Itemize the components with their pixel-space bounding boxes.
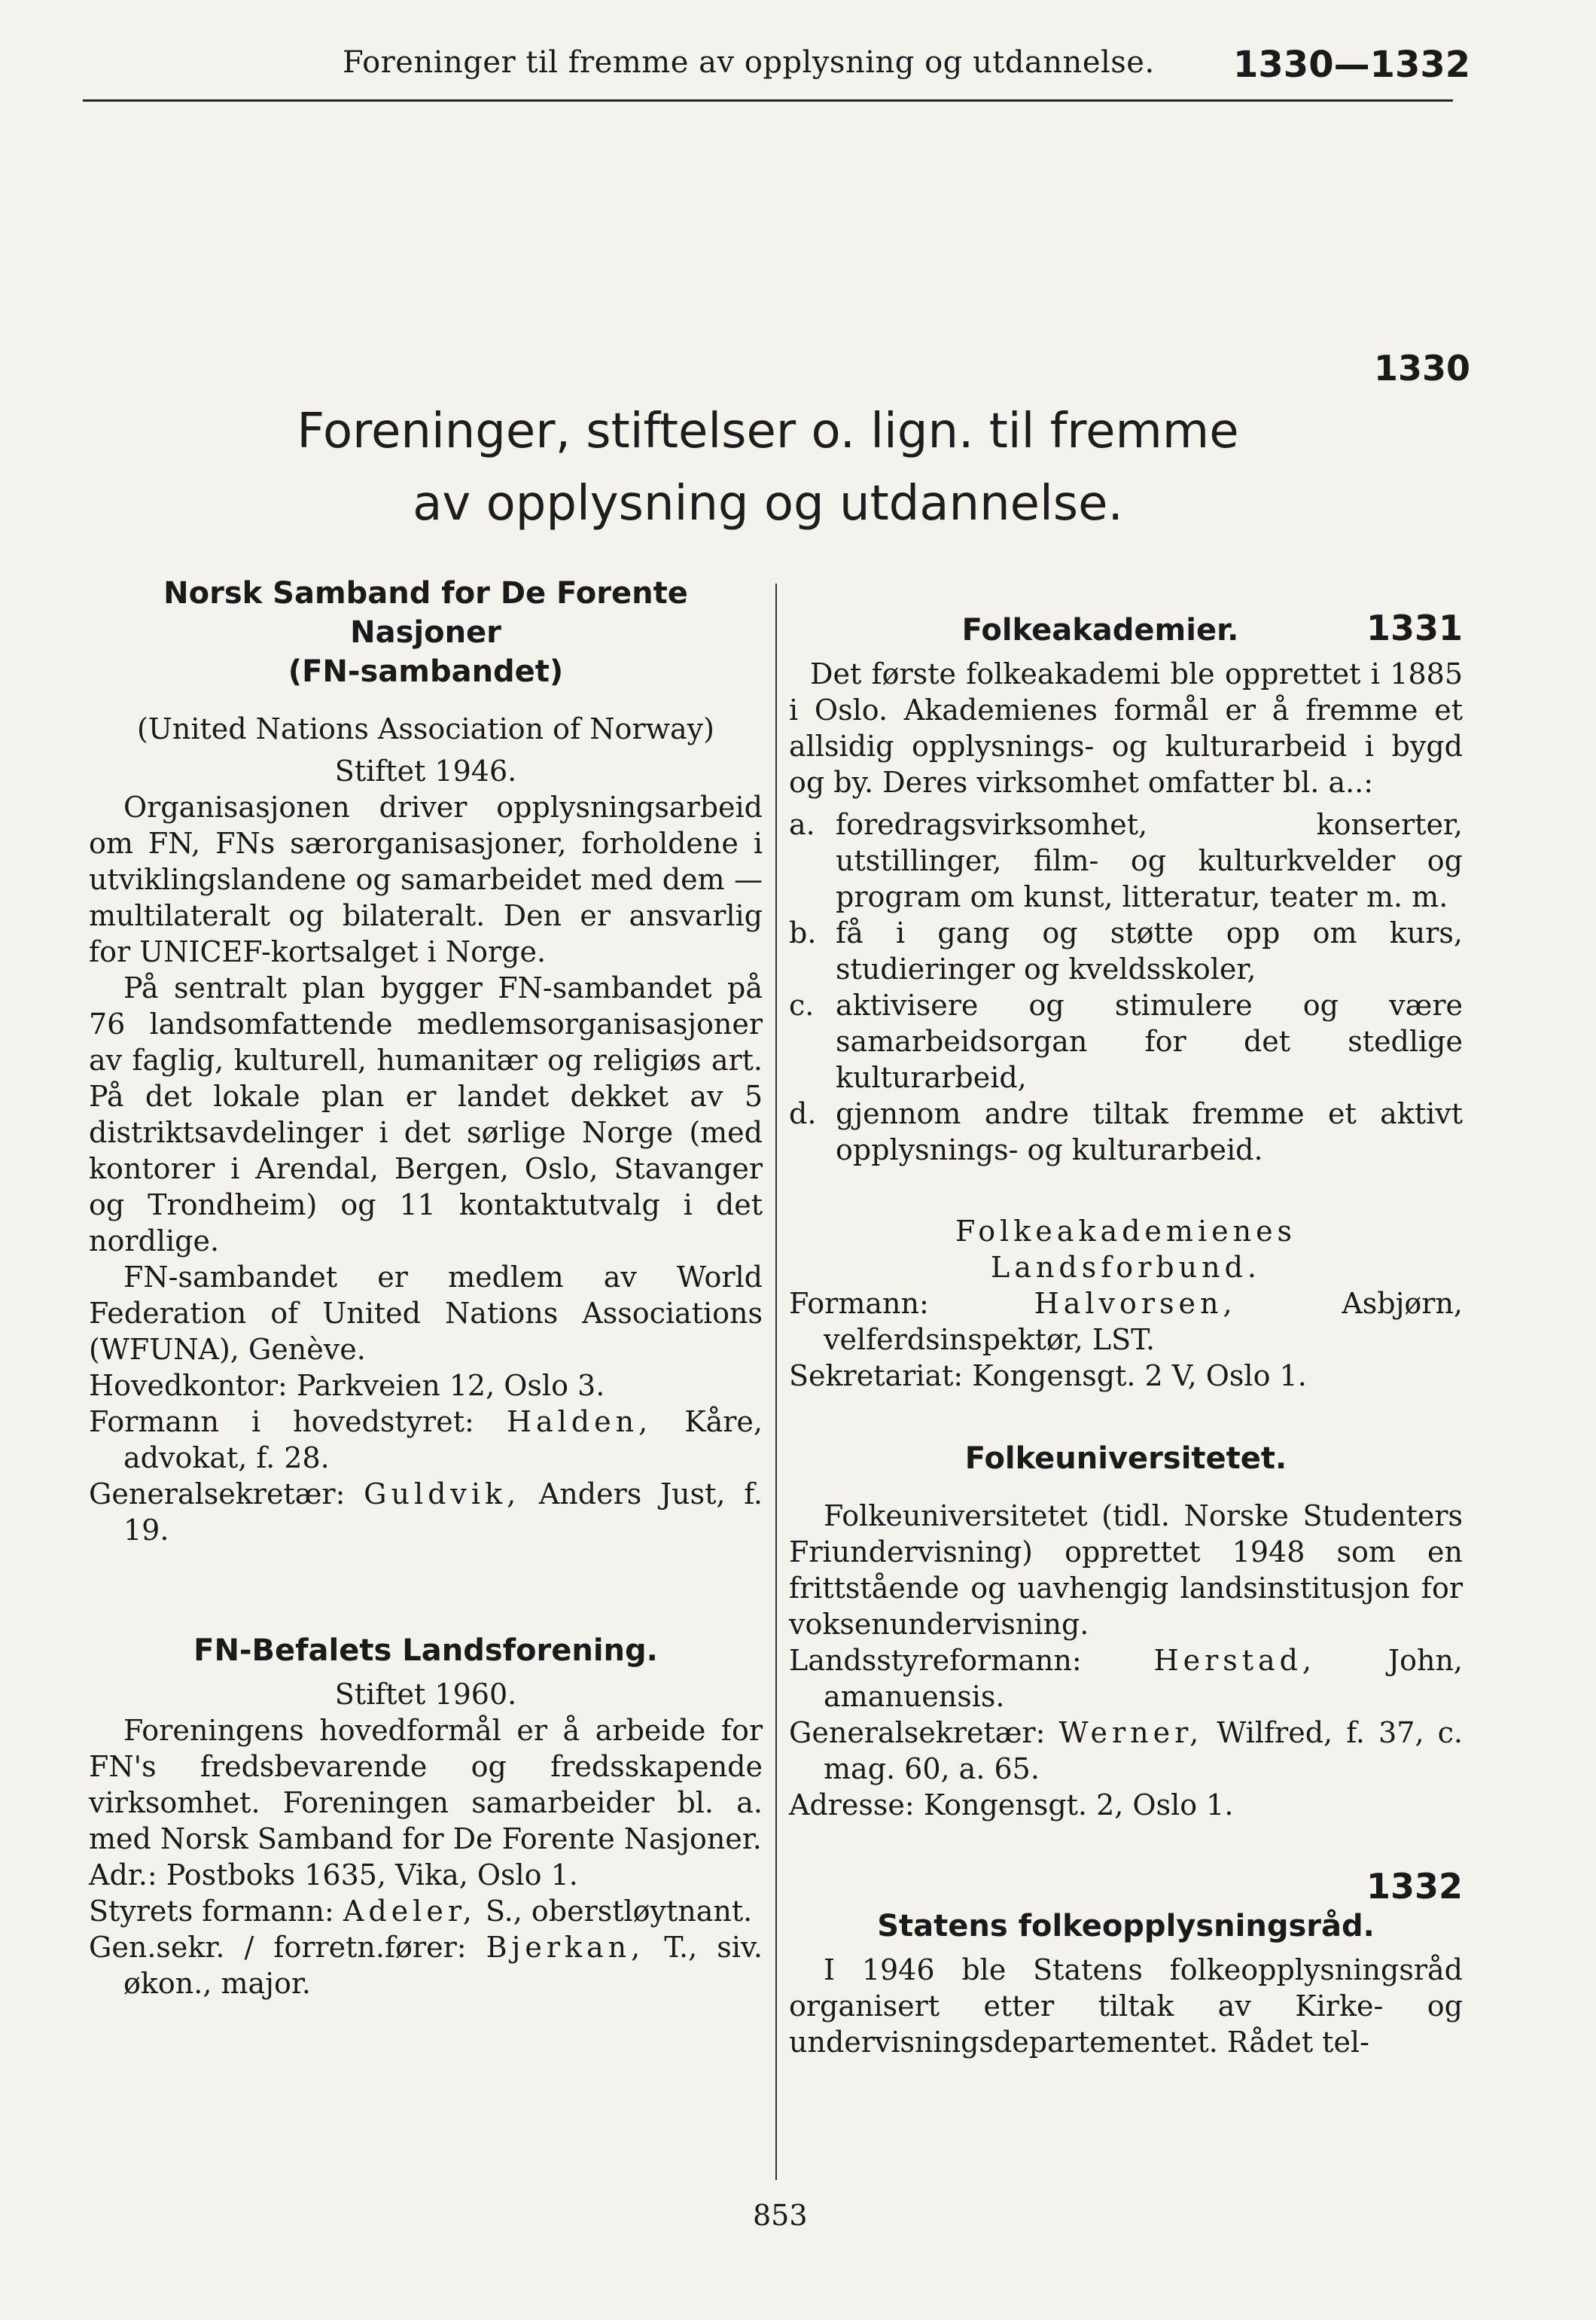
list-item [789,1096,1463,1168]
sg-label: Generalsekretær: [89,1477,346,1511]
org-subheading-fn-sambandet: (FN-sambandet) [288,654,564,689]
secretary-general-entry [789,1715,1463,1787]
address-entry [789,1787,1463,1823]
chair-name: Halvorsen, [1034,1287,1237,1320]
secretariat-entry [789,1358,1463,1394]
section-number-row [789,1868,1463,1907]
org-founded: Stiftet 1960. [334,1678,517,1711]
section-intro: Det første folkeakademi ble opprettet i 1885 i Oslo. Akademienes formål er å fremme et allsidig opplysnings- og kulturarbeid i bygd og by. Deres virksomhet omfatter bl. a..: [789,657,1463,799]
secretary-details: T., siv. økon., major. [123,1931,763,2000]
section-1331-heading-row [789,610,1463,650]
chair-entry [89,1893,763,1929]
secretary-name: Bjerkan, [486,1931,645,1964]
forbund-heading: Folkeakademienes Landsforbund. [955,1215,1297,1284]
chair-name: Herstad, [1153,1644,1317,1677]
column-divider [775,584,777,2180]
list-item [789,806,1463,915]
sg-details: Anders Just, f. 19. [123,1477,763,1547]
list-item [789,915,1463,987]
office-value: Parkveien 12, Oslo 3. [296,1369,605,1402]
sg-name: Guldvik, [364,1477,521,1511]
list-item-text: få i gang og støtte opp om kurs, studieringer og kveldsskoler, [836,916,1463,986]
list-item-label: b. [789,916,817,950]
running-head-title: Foreninger til fremme av opplysning og utdannelse. [343,45,1155,80]
section-paragraph: Folkeuniversitetet (tidl. Norske Studenters Friundervisning) opprettet 1948 som en frittstående og uavhengig landsinstitusjon for voksenundervisning. [789,1499,1463,1641]
office-label: Hovedkontor: [89,1369,288,1402]
org-heading-fn-sambandet: Norsk Samband for De Forente Nasjoner [163,576,688,650]
chair-details: S., oberstløytnant. [485,1895,753,1928]
list-item-label: c. [789,989,815,1022]
list-item-label: a. [789,808,815,841]
page-title-line-2: av opplysning og utdannelse. [413,476,1123,532]
list-item-text: aktivisere og stimulere og være samarbeidsorgan for det stedlige kulturarbeid, [836,989,1463,1094]
secretariat-value: Kongensgt. 2 V, Oslo 1. [972,1359,1307,1392]
list-item-label: d. [789,1097,817,1130]
chair-label: Landsstyreformann: [789,1644,1082,1677]
secretary-general-entry [89,1476,763,1548]
sg-details: Wilfred, f. 37, c. mag. 60, a. 65. [824,1716,1463,1785]
chair-label: Styrets formann: [89,1895,334,1928]
chair-details: Kåre, advokat, f. 28. [123,1405,763,1474]
chair-entry [789,1285,1463,1358]
list-item [789,987,1463,1096]
address-value: Postboks 1635, Vika, Oslo 1. [166,1858,578,1892]
chair-entry [89,1404,763,1476]
secretary-label: Gen.sekr. / forretn.fører: [89,1931,467,1964]
address-label: Adresse: [789,1788,915,1822]
secretary-entry [89,1929,763,2001]
right-column [789,610,1463,2060]
list-item-text: gjennom andre tiltak fremme et aktivt opplysnings- og kulturarbeid. [836,1097,1463,1166]
chair-label: Formann: [789,1287,929,1320]
section-number-1331: 1331 [1366,608,1463,648]
chair-details: Asbjørn, velferdsinspektør, LST. [824,1287,1463,1356]
org-founded: Stiftet 1946. [334,755,517,788]
section-number-1330: 1330 [1374,348,1471,389]
org-english-name: (United Nations Association of Norway) [137,712,714,745]
running-head-section-range: 1330—1332 [1233,44,1471,86]
list-item-text: foredragsvirksomhet, konserter, utstillinger, film- og kulturkvelder og program om kunst, litteratur, teater m. m. [836,808,1463,913]
office-address [89,1367,763,1404]
address-label: Adr.: [89,1858,157,1892]
address-entry [89,1857,763,1893]
sg-label: Generalsekretær: [789,1716,1046,1749]
secretariat-label: Sekretariat: [789,1359,964,1392]
chair-name: Adeler, [343,1895,477,1928]
address-value: Kongensgt. 2, Oslo 1. [923,1788,1234,1822]
chair-details: John, amanuensis. [824,1644,1463,1713]
page-number: 853 [753,2199,808,2232]
section-heading-statens: Statens folkeopplysningsråd. [877,1909,1375,1943]
page-title-line-1: Foreninger, stiftelser o. lign. til fremme [297,404,1239,459]
org-paragraph: Foreningens hovedformål er å arbeide for FN's fredsbevarende og fredsskapende virksomhet. Foreningen samarbeider bl. a. med Norsk Samband for De Forente Nasjoner. [89,1714,763,1855]
org-paragraph: Organisasjonen driver opplysningsarbeid om FN, FNs særorganisasjoner, forholdene i utviklingslandene og samarbeidet med dem — multilateralt og bilateralt. Den er ansvarlig for UNICEF-kortsalget i Norge. [89,791,763,968]
org-paragraph: FN-sambandet er medlem av World Federation of United Nations Associations (WFUNA), Genève. [89,1261,763,1366]
section-heading-folkeakademier: Folkeakademier. [961,613,1239,648]
org-paragraph: På sentralt plan bygger FN-sambandet på 76 landsomfattende medlemsorganisasjoner av faglig, kulturell, humanitær og religiøs art. På det lokale plan er landet dekket av 5 distriktsavdelinger i det sørlige Norge (med kontorer i Arendal, Bergen, Oslo, Stavanger og Trondheim) og 11 kontaktutvalg i det nordlige. [89,971,763,1258]
chair-name: Halden, [506,1405,653,1438]
section-paragraph: I 1946 ble Statens folkeopplysningsråd organisert etter tiltak av Kirke- og undervisningsdepartementet. Rådet tel- [789,1953,1463,2059]
org-heading-fn-befalet: FN-Befalets Landsforening. [193,1633,658,1668]
chair-label: Formann i hovedstyret: [89,1405,474,1438]
left-column [89,574,763,2001]
section-heading-folkeuniversitetet: Folkeuniversitetet. [964,1441,1287,1476]
sg-name: Werner, [1058,1716,1204,1749]
page-title [166,395,1370,540]
chair-entry [789,1642,1463,1715]
header-rule [83,99,1453,102]
section-number-1332: 1332 [1366,1866,1463,1907]
